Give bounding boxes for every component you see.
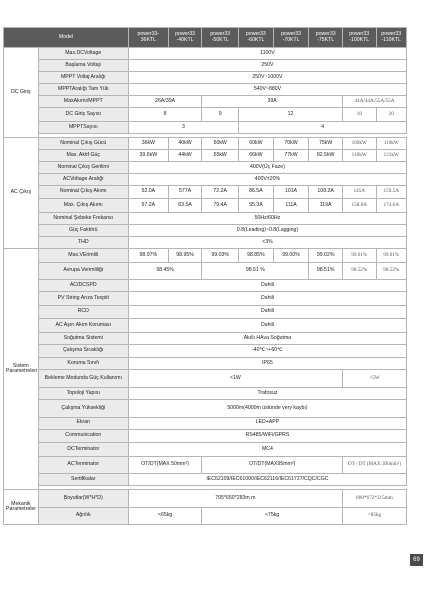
row-ac-terminator [4,456,407,474]
row-ac-dcspd [4,280,407,292]
row-dc-inputs [4,108,407,122]
row-value: LED+APP [128,417,406,429]
row-nominal-power [4,137,407,149]
row-value: 12 [239,108,343,122]
row-value: 540V~880V [128,84,406,96]
row-value: 250V [128,60,406,72]
row-label: Ekran [38,417,128,429]
row-value: Trafosuz [128,387,406,399]
row-value: 98.52% [376,262,406,280]
row-value: 98.51% [309,262,343,280]
row-display [4,417,407,429]
row-value: <75kg [202,507,343,525]
row-label: Soğutma Sistemi [38,332,128,344]
row-label: DC Giriş Sayısı [38,108,128,122]
row-value: 121kW [376,149,406,161]
row-value: 577A [168,185,202,199]
row-standby [4,370,407,388]
row-value: <1W [128,370,342,388]
row-value: 400V(Üç Faze) [128,161,406,173]
model-col-2: power33 -40KTL [168,28,202,48]
row-value: 145A [342,185,376,199]
row-label: Bekleme Modunda Güç Kullanımı [38,370,128,388]
row-value: Dahili [128,280,406,292]
row-value: 4 [239,121,407,133]
row-topology [4,387,407,399]
row-value: 110kW [342,149,376,161]
row-value: 60kW [239,137,274,149]
row-max-current-dc [4,96,407,108]
row-label: PV String Arıza Tespiti [38,292,128,306]
row-ac-voltage-range [4,173,407,185]
row-value: 20 [376,108,406,122]
row-value: 3 [128,121,238,133]
row-value: 40kW [168,137,202,149]
row-label: Topoloji Yapısı [38,387,128,399]
row-value: 99.02% [309,249,343,263]
row-label: Max. Aktif Güç [38,149,128,161]
row-value: <5W [342,370,406,388]
row-value: 63.5A [168,199,202,213]
row-value: 0.8(Leading)~0.8(Lagging) [128,225,406,237]
row-value: IEC62109/IEC61000/IEC62116/IEC61727/CQC/CGC [128,474,406,486]
model-col-5: power33 -70KTL [273,28,309,48]
row-value: 82.5kW [309,149,343,161]
row-thd [4,237,407,249]
row-value: 250V~1000V [128,72,406,84]
row-value: 98.97% [128,249,168,263]
row-value: 5000m(4000m üstünde very kaybı) [128,399,406,417]
row-ac-overcurrent [4,319,407,333]
row-weight [4,507,407,525]
row-label: AC/DCSPD [38,280,128,292]
row-nominal-current [4,185,407,199]
row-certificates [4,474,407,486]
row-value: 57.2A [128,199,168,213]
row-label: Nominal Şebeke Frekansı [38,212,128,224]
row-value: 79.4A [202,199,239,213]
row-value: 72.2A [202,185,239,199]
row-value: 9 [202,108,239,122]
row-value: 99.03% [202,249,239,263]
row-label: DCTerminator [38,443,128,457]
row-value: 1100V [128,48,406,60]
model-header: Model [4,28,129,48]
row-value: 99.00% [273,249,309,263]
row-dimensions [4,490,407,508]
row-mppt-full [4,84,407,96]
row-value: 101A [273,185,309,199]
row-label: MPPTSayısı [38,121,128,133]
row-value: IP65 [128,358,406,370]
row-label: Max. Çıkış Akımı [38,199,128,213]
row-label: Başlama Voltajı [38,60,128,72]
row-altitude [4,399,407,417]
row-value: 99.01% [342,249,376,263]
row-label: Max.VErimlili [38,249,128,263]
row-value: 110kW [376,137,406,149]
row-protection [4,358,407,370]
row-communication [4,429,407,443]
section-dc-label: DC Giriş [4,48,39,138]
row-label: MPPT Voltaj Aralığı [38,72,128,84]
row-value: 55kW [202,149,239,161]
row-value: 174.6A [376,199,406,213]
row-value: 36kW [128,137,168,149]
row-label: Koruma Sınıfı [38,358,128,370]
row-max-current-ac [4,199,407,213]
row-max-efficiency [4,249,407,263]
row-label: Ağırlık [38,507,128,525]
row-value: 111A [273,199,309,213]
row-value: 52.0A [128,185,168,199]
row-value: 119A [309,199,343,213]
row-mppt-count [4,121,407,133]
row-value: 98.52% [342,262,376,280]
row-value: 50Hz/60Hz [128,212,406,224]
row-value: 86.5A [239,185,274,199]
model-col-7: power33 -100KTL [342,28,376,48]
row-value: 99.01% [376,249,406,263]
row-value: Akıllı HAva Soğutma [128,332,406,344]
row-label: ACTerminator [38,456,128,474]
row-label: Max.DCVoltage [38,48,128,60]
row-dc-terminator [4,443,407,457]
row-max-power [4,149,407,161]
row-rcd [4,305,407,319]
page-number: 69 [410,554,423,566]
row-value: 800*672*315mm [342,490,406,508]
row-label: Nominal Çıkış Akımı [38,185,128,199]
row-start-voltage [4,60,407,72]
model-col-1: power33-36KTL [128,28,168,48]
row-value: OT / DT (MAX 300mm²) [342,456,406,474]
row-value: 108.2A [309,185,343,199]
row-label: THD [38,237,128,249]
row-grid-frequency [4,212,407,224]
row-label: Nominal Çıkış Gerilimi [38,161,128,173]
row-value: 98.85% [239,249,274,263]
row-value: 39.6kW [128,149,168,161]
row-label: Güç Faktörü [38,225,128,237]
row-value: RS485/WiFi/GPRS [128,429,406,443]
row-value: 400V±20% [128,173,406,185]
section-ac-label: AC Çıkış [4,137,39,248]
spec-table [3,27,407,525]
row-value: Dahili [128,292,406,306]
row-value: OT/DT(MAX 50mm²) [128,456,201,474]
row-value: <85kg [342,507,406,525]
header-row [4,28,407,48]
row-value: 44kW [168,149,202,161]
row-value: 98.45% [128,262,201,280]
row-value: 77kW [273,149,309,161]
row-label: Boyutlar(W*H*D) [38,490,128,508]
model-col-3: power33 -50KTL [202,28,239,48]
row-value: MC4 [128,443,406,457]
row-pv-fault [4,292,407,306]
row-value: 158.8A [342,199,376,213]
row-value: <3% [128,237,406,249]
row-label: Communication [38,429,128,443]
model-col-6: power33 -75KTL [309,28,343,48]
section-mechanical-label: Mekanik Parametreler [4,490,39,525]
row-label: Sertifikalar [38,474,128,486]
row-value: 66kW [239,149,274,161]
row-label: RCD [38,305,128,319]
row-value: Dahili [128,305,406,319]
row-nominal-voltage [4,161,407,173]
row-value: 44A/44A/55A/55A [342,96,406,108]
row-value: 70kW [273,137,309,149]
row-value: 8 [128,108,201,122]
row-value: 18 [342,108,376,122]
model-col-8: power33 -110KTL [376,28,406,48]
row-value: 100kW [342,137,376,149]
row-label: ACVoltage Aralığı [38,173,128,185]
row-cooling [4,332,407,344]
row-label: MPPTAralığı Tam Yük [38,84,128,96]
row-value: 98.95% [168,249,202,263]
row-temperature [4,344,407,358]
row-power-factor [4,225,407,237]
row-value: 75kW [309,137,343,149]
row-value: 705*650*283m m [128,490,342,508]
row-label: Avrupa Verimliliği [38,262,128,280]
row-value: 26A/39A [128,96,201,108]
row-value: -40℃~+60℃ [128,344,406,358]
row-label: MaxAkımı/MPPT [38,96,128,108]
row-max-dc-voltage [4,48,407,60]
row-label: AC Aşırı Akım Koruması [38,319,128,333]
row-value: <65kg [128,507,201,525]
row-value: 95.3A [239,199,274,213]
row-value: Dahili [128,319,406,333]
row-eu-efficiency [4,262,407,280]
top-margin [3,0,407,27]
row-label: Çalışma Yüksekliği [38,399,128,417]
row-value: OT/DT(MAX95mm²) [202,456,343,474]
section-system-label: Sistem Parametreleri [4,249,39,490]
row-value: 159.5A [376,185,406,199]
model-col-4: power33 -60KTL [239,28,274,48]
row-label: Çalışma Sıcaklığı [38,344,128,358]
row-mppt-range [4,72,407,84]
row-label: Nominal Çıkış Gücü [38,137,128,149]
row-value: 98.51 % [202,262,309,280]
row-value: 39A [202,96,343,108]
row-value: 50kW [202,137,239,149]
